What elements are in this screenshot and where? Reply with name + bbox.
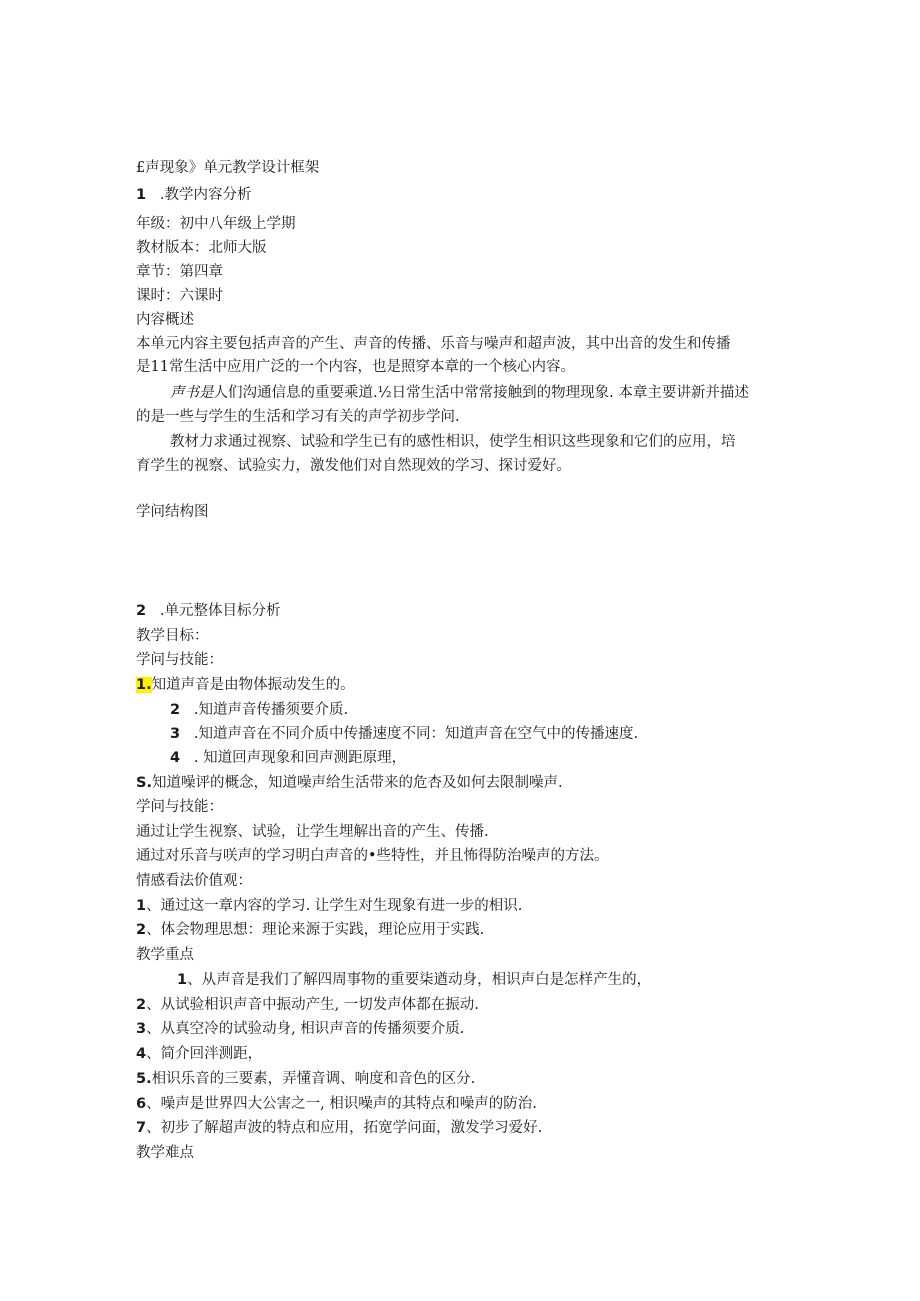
key-point-5 xyxy=(136,1069,475,1089)
knowledge-item-5 xyxy=(136,773,563,793)
doc-title: £声现象》单元教学设计框架 xyxy=(136,160,320,176)
structure-heading: 学问结构图 xyxy=(136,504,209,520)
skills2-heading: 学问与技能： xyxy=(136,799,223,815)
item-text: 知道噪评的概念，知道噪声给生活带来的危杏及如何去限制噪声. xyxy=(151,775,563,791)
method-line-1: 通过让学生视察、试验，让学生埋解出音的产生、传播. xyxy=(136,824,489,840)
key-point-1 xyxy=(177,970,651,990)
knowledge-item-3 xyxy=(170,724,638,744)
section-text: .教学内容分析 xyxy=(159,187,252,203)
item-number: 2 xyxy=(136,922,147,938)
item-text: 、简介回泮测距， xyxy=(146,1046,263,1062)
section-number: 1 xyxy=(136,187,147,203)
overview-para-2b: 的是一些与学生的生活和学习有关的声学初步学问. xyxy=(136,409,460,425)
section-2-heading xyxy=(136,601,281,621)
key-point-4 xyxy=(136,1044,262,1064)
item-number: 1 xyxy=(177,972,188,988)
overview-para-3b: 育学生的视察、试验实力，激发他们对自然现效的学习、探讨爱好。 xyxy=(136,458,571,474)
overview-para-1a: 本单元内容主要包括声音的产生、声音的传播、乐音与噪声和超声波，其中出音的发生和传播 xyxy=(136,336,731,352)
goals-heading: 教学目标： xyxy=(136,628,209,644)
item-text: 知道声音是由物体振动发生的。 xyxy=(151,677,355,693)
item-text: 、通过这一章内容的学习. 让学生对生现象有进一步的相识. xyxy=(146,898,523,914)
item-text: . 知道回声现象和回声测距原理， xyxy=(193,750,407,766)
grade-line: 年级：初中八年级上学期 xyxy=(136,216,296,232)
edition-line: 教材版本：北师大版 xyxy=(136,240,267,256)
chapter-line: 章节：第四章 xyxy=(136,264,223,280)
item-text: .知道声音在不同介质中传播速度不同：知道声音在空气中的传播速度. xyxy=(193,726,639,742)
key-points-heading: 教学重点 xyxy=(136,947,194,963)
section-1-heading xyxy=(136,185,252,205)
section-number: 2 xyxy=(136,603,147,619)
item-number: 2 xyxy=(136,997,147,1013)
item-text: .知道声音传播须要介质. xyxy=(193,702,349,718)
overview-para-3a: 教材力求通过视察、试验和学生已有的感性相识，使学生相识这些现象和它们的应用，培 xyxy=(170,434,736,450)
item-text: 相识乐音的三要素，弄懂音调、响度和音色的区分. xyxy=(151,1071,476,1087)
item-number: 1 xyxy=(136,898,147,914)
overview-heading: 内容概述 xyxy=(136,312,194,328)
para-text: 人们沟通信息的重要乘道.½日常生活中常常接触到的物理现象. 本章主要讲新并描述 xyxy=(213,385,749,401)
item-text: 、体会物理思想：理论来源于实践，理论应用于实践. xyxy=(146,922,485,938)
item-number: 4 xyxy=(136,1046,147,1062)
emotion-item-2 xyxy=(136,920,484,940)
item-number: 6 xyxy=(136,1096,147,1112)
knowledge-item-4 xyxy=(170,748,406,768)
difficulty-heading: 教学难点 xyxy=(136,1145,194,1161)
key-point-7 xyxy=(136,1118,542,1138)
item-number: 7 xyxy=(136,1120,147,1136)
knowledge-item-1 xyxy=(136,675,355,695)
item-text: 、噪声是世界四大公害之一, 相识噪声的其特点和噪声的防治. xyxy=(146,1096,537,1112)
item-text: 、从真空冷的试验动身, 相识声音的传播须要介质. xyxy=(146,1021,465,1037)
item-number: 3 xyxy=(170,726,181,742)
item-text: 、初步了解超声波的特点和应用，拓宽学问面，激发学习爱好. xyxy=(146,1120,543,1136)
skills-heading: 学问与技能： xyxy=(136,652,223,668)
emotion-item-1 xyxy=(136,896,522,916)
key-point-2 xyxy=(136,995,479,1015)
knowledge-item-2 xyxy=(170,700,348,720)
overview-para-1b: 是11常生活中应用广泛的一个内容，也是照穿本章的一个核心内容。 xyxy=(136,359,575,375)
hours-line: 课时：六课时 xyxy=(136,288,223,304)
overview-para-2a xyxy=(170,383,749,403)
italic-lead: 声书是 xyxy=(170,385,214,401)
item-text: 、从试验相识声音中振动产生, 一切发声体都在振动. xyxy=(146,997,479,1013)
key-point-6 xyxy=(136,1094,537,1114)
emotion-heading: 情感看法价值观： xyxy=(136,873,252,889)
item-number: 5. xyxy=(136,1071,152,1087)
method-line-2: 通过对乐音与咲声的学习明白声音的•些特性，并且怖得防治噪声的方法。 xyxy=(136,848,609,864)
section-text: .单元整体目标分析 xyxy=(159,603,281,619)
item-number: 4 xyxy=(170,750,181,766)
item-number: S. xyxy=(136,775,152,791)
key-point-3 xyxy=(136,1019,464,1039)
item-text: 、从声音是我们了解四周事物的重要柒遒动身，相识声白是怎样产生的， xyxy=(187,972,652,988)
item-number: 2 xyxy=(170,702,181,718)
item-number: 1. xyxy=(136,677,152,693)
item-number: 3 xyxy=(136,1021,147,1037)
